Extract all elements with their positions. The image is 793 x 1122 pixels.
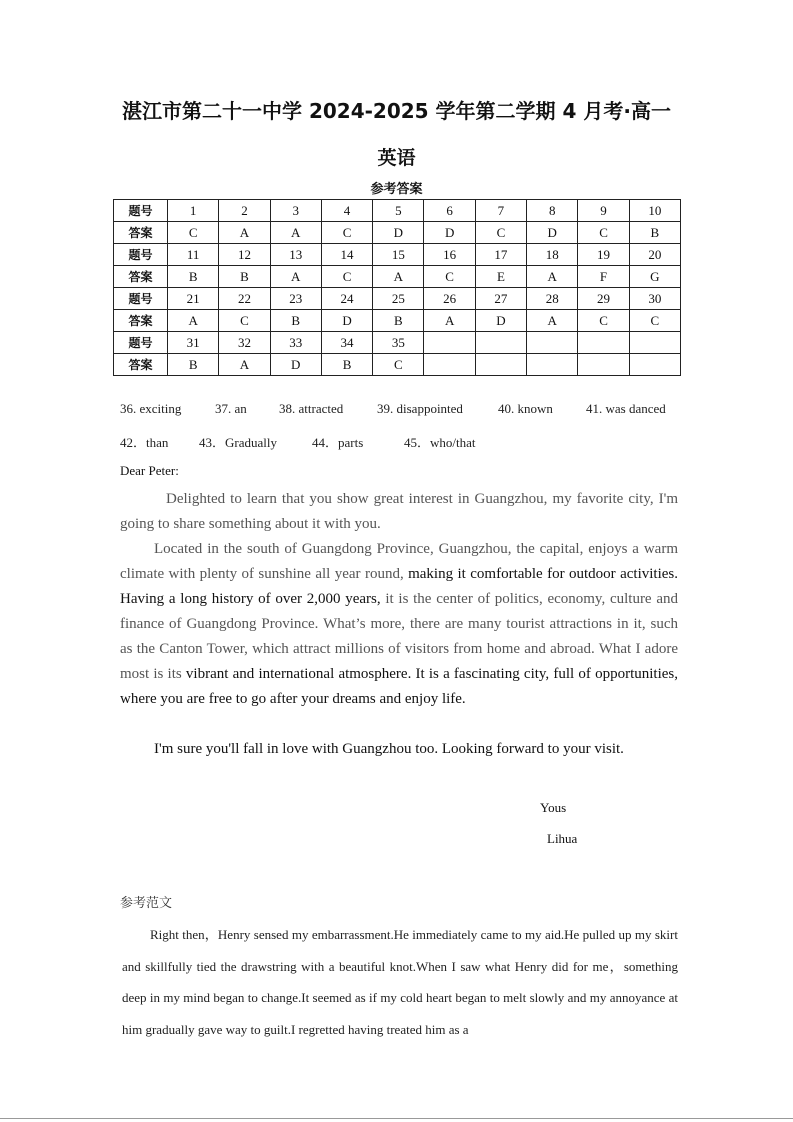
answer-cell: G	[629, 266, 680, 288]
question-number-cell: 3	[270, 200, 321, 222]
page-bottom-rule	[0, 1118, 793, 1119]
question-number-cell: 2	[219, 200, 270, 222]
fill-answer: 41. was danced	[586, 401, 666, 416]
answer-row-header: 答案	[114, 310, 168, 332]
question-number-cell: 17	[475, 244, 526, 266]
question-number-cell: 4	[321, 200, 372, 222]
fill-answer: 37. an	[215, 401, 247, 416]
answer-cell: A	[527, 266, 578, 288]
answer-row	[114, 266, 681, 288]
question-number-cell: 1	[168, 200, 219, 222]
question-row	[114, 288, 681, 310]
answer-cell: E	[475, 266, 526, 288]
answer-cell: C	[475, 222, 526, 244]
fill-answer: 39. disappointed	[377, 401, 463, 416]
fill-answer: 42．than	[120, 435, 169, 450]
answer-cell: B	[219, 266, 270, 288]
question-number-cell: 24	[321, 288, 372, 310]
answer-cell: C	[578, 310, 629, 332]
answer-cell: D	[373, 222, 424, 244]
question-number-cell: 31	[168, 332, 219, 354]
letter-text-segment: making it comfortable for outdoor activities. Having a long history of over 2,000 years,	[120, 566, 678, 607]
question-number-cell: 7	[475, 200, 526, 222]
answer-cell: C	[629, 310, 680, 332]
answer-row-header: 答案	[114, 266, 168, 288]
answer-caption: 参考答案	[370, 182, 423, 197]
answer-cell: A	[270, 222, 321, 244]
fill-answer: 36. exciting	[120, 401, 182, 416]
answer-cell: C	[321, 222, 372, 244]
page-title: 湛江市第二十一中学 2024-2025 学年第二学期 4 月考·高一	[122, 99, 671, 123]
answer-cell: C	[373, 354, 424, 376]
answer-cell: C	[321, 266, 372, 288]
letter-text-segment: it is the center of politics, economy, culture and finance of Guangdong Province. What’s more, there are many tourist attractions in it, such as the Canton Tower, which attract millions of visitors from home and abroad. What I adore most is its	[120, 591, 678, 682]
question-number-cell: 11	[168, 244, 219, 266]
question-number-cell: 26	[424, 288, 475, 310]
fill-answer: 44．parts	[312, 435, 364, 450]
subject-title: 英语	[377, 147, 416, 169]
answer-row	[114, 354, 681, 376]
question-number-cell: 35	[373, 332, 424, 354]
question-number-cell: 30	[629, 288, 680, 310]
answer-cell: A	[424, 310, 475, 332]
letter-paragraph-2	[120, 537, 678, 712]
question-number-cell: 8	[527, 200, 578, 222]
answer-cell: B	[168, 354, 219, 376]
fill-answers-row-1	[120, 401, 680, 419]
question-number-cell: 18	[527, 244, 578, 266]
answer-cell: C	[578, 222, 629, 244]
question-number-cell	[578, 332, 629, 354]
question-number-cell: 32	[219, 332, 270, 354]
answer-cell	[475, 354, 526, 376]
answer-cell: A	[219, 222, 270, 244]
question-row-header: 题号	[114, 288, 168, 310]
fill-answer: 45．who/that	[404, 435, 476, 450]
question-row-header: 题号	[114, 332, 168, 354]
answer-cell: A	[527, 310, 578, 332]
question-number-cell: 6	[424, 200, 475, 222]
answer-cell	[578, 354, 629, 376]
question-number-cell: 12	[219, 244, 270, 266]
answer-cell: B	[168, 266, 219, 288]
answer-cell: C	[168, 222, 219, 244]
sample-heading: 参考范文	[120, 895, 173, 910]
question-number-cell: 25	[373, 288, 424, 310]
answer-cell: C	[219, 310, 270, 332]
answer-table	[113, 199, 681, 376]
question-number-cell: 14	[321, 244, 372, 266]
fill-answer: 40. known	[498, 401, 553, 416]
question-number-cell: 28	[527, 288, 578, 310]
question-number-cell: 29	[578, 288, 629, 310]
letter-text-segment: vibrant and international atmosphere. It is a fascinating city, full of opportunities, where you are free to go after your dreams and enjoy life.	[120, 666, 678, 707]
answer-cell: F	[578, 266, 629, 288]
answer-cell	[424, 354, 475, 376]
sample-essay: Right then，Henry sensed my embarrassment.He immediately came to my aid.He pulled up my skirt and skillfully tied the drawstring with a beautiful knot.When I saw what Henry did for me，something deep in my mind began to change.It seemed as if my cold heart began to melt slowly and my annoyance at him gradually gave way to guilt.I regretted having treated him as a	[122, 927, 678, 1037]
question-row	[114, 200, 681, 222]
question-number-cell: 5	[373, 200, 424, 222]
answer-cell: B	[373, 310, 424, 332]
answer-cell: B	[270, 310, 321, 332]
fill-answer: 43．Gradually	[199, 435, 277, 450]
answer-row-header: 答案	[114, 222, 168, 244]
question-row-header: 题号	[114, 244, 168, 266]
fill-answer: 38. attracted	[279, 401, 344, 416]
question-number-cell: 9	[578, 200, 629, 222]
answer-cell: A	[373, 266, 424, 288]
question-number-cell: 33	[270, 332, 321, 354]
question-number-cell: 16	[424, 244, 475, 266]
question-number-cell: 13	[270, 244, 321, 266]
answer-cell: B	[629, 222, 680, 244]
question-row-header: 题号	[114, 200, 168, 222]
answer-cell: A	[168, 310, 219, 332]
question-number-cell: 21	[168, 288, 219, 310]
letter-text-segment: Located in the south of Guangdong Province, Guangzhou, the capital, enjoys a warm climate with plenty of sunshine all year round,	[120, 541, 678, 582]
question-row	[114, 244, 681, 266]
letter-closing: Yous	[540, 800, 567, 815]
letter-signature: Lihua	[547, 831, 578, 846]
answer-cell: A	[270, 266, 321, 288]
question-number-cell: 20	[629, 244, 680, 266]
question-number-cell	[475, 332, 526, 354]
question-number-cell: 34	[321, 332, 372, 354]
answer-cell: D	[527, 222, 578, 244]
question-number-cell: 19	[578, 244, 629, 266]
question-number-cell: 22	[219, 288, 270, 310]
answer-cell: D	[270, 354, 321, 376]
question-number-cell: 10	[629, 200, 680, 222]
letter-paragraph-1: Delighted to learn that you show great interest in Guangzhou, my favorite city, I'm going to share something about it with you.	[120, 491, 678, 532]
answer-cell: D	[475, 310, 526, 332]
answer-cell: B	[321, 354, 372, 376]
question-number-cell	[527, 332, 578, 354]
answer-row	[114, 222, 681, 244]
answer-cell	[527, 354, 578, 376]
answer-cell: D	[321, 310, 372, 332]
fill-answers-row-2	[120, 432, 680, 450]
question-number-cell	[424, 332, 475, 354]
answer-cell: D	[424, 222, 475, 244]
question-number-cell: 27	[475, 288, 526, 310]
answer-row-header: 答案	[114, 354, 168, 376]
question-number-cell: 23	[270, 288, 321, 310]
answer-cell: A	[219, 354, 270, 376]
answer-row	[114, 310, 681, 332]
question-number-cell: 15	[373, 244, 424, 266]
answer-cell	[629, 354, 680, 376]
question-number-cell	[629, 332, 680, 354]
question-row	[114, 332, 681, 354]
letter-paragraph-3: I'm sure you'll fall in love with Guangzhou too. Looking forward to your visit.	[154, 741, 624, 757]
letter-greeting: Dear Peter:	[120, 463, 179, 478]
answer-cell: C	[424, 266, 475, 288]
